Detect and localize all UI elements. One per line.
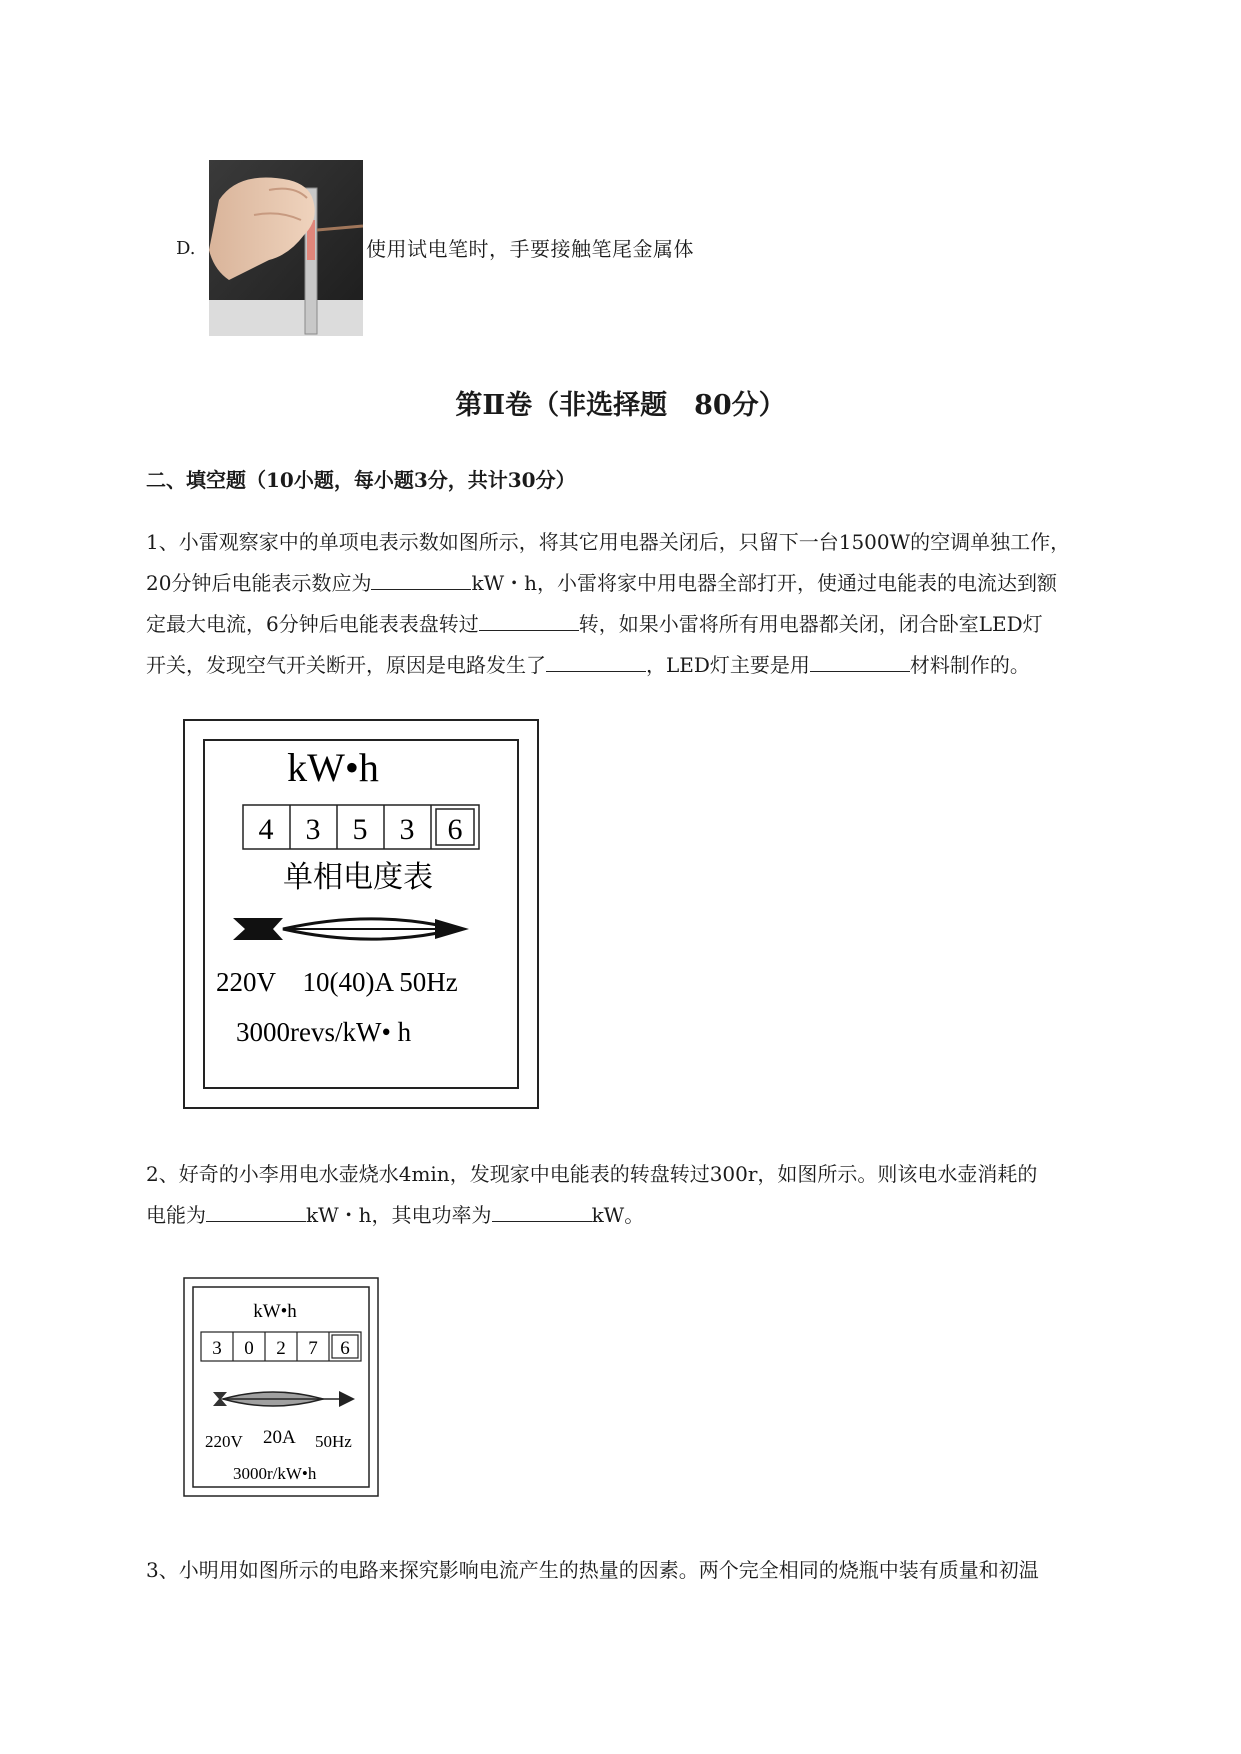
q1-text: 20分钟后电能表示数应为 bbox=[146, 571, 372, 595]
answer-blank[interactable] bbox=[479, 608, 579, 631]
meter1-digit: 3 bbox=[399, 813, 415, 846]
energy-meter-figure-1 bbox=[183, 719, 539, 1109]
option-d-label: D. bbox=[176, 238, 196, 259]
question-3 bbox=[146, 1550, 1156, 1591]
meter1-digit: 4 bbox=[258, 813, 274, 846]
q1-line-4 bbox=[146, 645, 1156, 686]
q2-text: kW。 bbox=[591, 1203, 645, 1227]
test-pen-photo-image bbox=[209, 160, 363, 336]
meter1-constant: 3000revs/kW• h bbox=[236, 1017, 412, 1047]
option-d-text: 使用试电笔时，手要接触笔尾金属体 bbox=[366, 237, 694, 261]
meter2-digit: 0 bbox=[244, 1338, 254, 1359]
meter1-name: 单相电度表 bbox=[283, 861, 433, 894]
q1-line-1: 1、小雷观察家中的单项电表示数如图所示，将其它用电器关闭后，只留下一台1500W的空调单独工作， bbox=[146, 530, 1071, 554]
meter1-unit: kW•h bbox=[287, 745, 379, 790]
meter2-current: 20A bbox=[263, 1427, 296, 1448]
q2-text: 电能为 bbox=[146, 1203, 206, 1227]
q2-line-1: 2、好奇的小李用电水壶烧水4min，发现家中电能表的转盘转过300r，如图所示。则该电水壶消耗的 bbox=[146, 1162, 1038, 1186]
part-title: 二、填空题（10小题，每小题3分，共计30分） bbox=[146, 468, 576, 492]
answer-blank[interactable] bbox=[371, 567, 471, 590]
q3-line-1: 3、小明用如图所示的电路来探究影响电流产生的热量的因素。两个完全相同的烧瓶中装有质量和初温 bbox=[146, 1558, 1039, 1582]
answer-blank[interactable] bbox=[810, 649, 910, 672]
energy-meter-2-diagram bbox=[183, 1277, 379, 1497]
q2-line-2 bbox=[146, 1195, 1156, 1236]
section-title: 第Ⅱ卷（非选择题 80分） bbox=[455, 390, 786, 421]
q1-text: 转，如果小雷将所有用电器都关闭，闭合卧室LED灯 bbox=[578, 612, 1043, 636]
q1-text: ，LED灯主要是用 bbox=[646, 653, 810, 677]
energy-meter-figure-2 bbox=[183, 1277, 379, 1497]
meter1-digit: 3 bbox=[305, 813, 321, 846]
q2-text: kW・h，其电功率为 bbox=[306, 1203, 492, 1227]
meter2-constant: 3000r/kW•h bbox=[233, 1464, 317, 1483]
answer-blank[interactable] bbox=[206, 1199, 306, 1222]
test-pen-photo bbox=[209, 160, 363, 336]
energy-meter-1-diagram bbox=[183, 719, 539, 1109]
meter1-digit: 5 bbox=[352, 813, 368, 846]
meter2-unit: kW•h bbox=[253, 1301, 297, 1322]
meter2-digit: 7 bbox=[308, 1338, 318, 1359]
answer-blank[interactable] bbox=[492, 1199, 592, 1222]
meter2-frequency: 50Hz bbox=[315, 1432, 352, 1451]
meter2-digit: 2 bbox=[276, 1338, 286, 1359]
q1-text: 开关，发现空气开关断开，原因是电路发生了 bbox=[146, 653, 546, 677]
question-2 bbox=[146, 1154, 1156, 1236]
q1-text: kW・h，小雷将家中用电器全部打开，使通过电能表的电流达到额 bbox=[471, 571, 1058, 595]
q1-text: 定最大电流，6分钟后电能表表盘转过 bbox=[146, 612, 479, 636]
q1-text: 材料制作的。 bbox=[909, 653, 1030, 677]
meter2-voltage: 220V bbox=[205, 1432, 243, 1451]
q1-line-2 bbox=[146, 563, 1156, 604]
q1-line-3 bbox=[146, 604, 1156, 645]
meter2-digit-red: 6 bbox=[340, 1338, 350, 1359]
meter2-digit: 3 bbox=[212, 1338, 222, 1359]
answer-blank[interactable] bbox=[546, 649, 646, 672]
meter1-digit-red: 6 bbox=[447, 813, 463, 846]
question-1 bbox=[146, 522, 1156, 686]
meter1-spec: 220V 10(40)A 50Hz bbox=[216, 967, 458, 997]
